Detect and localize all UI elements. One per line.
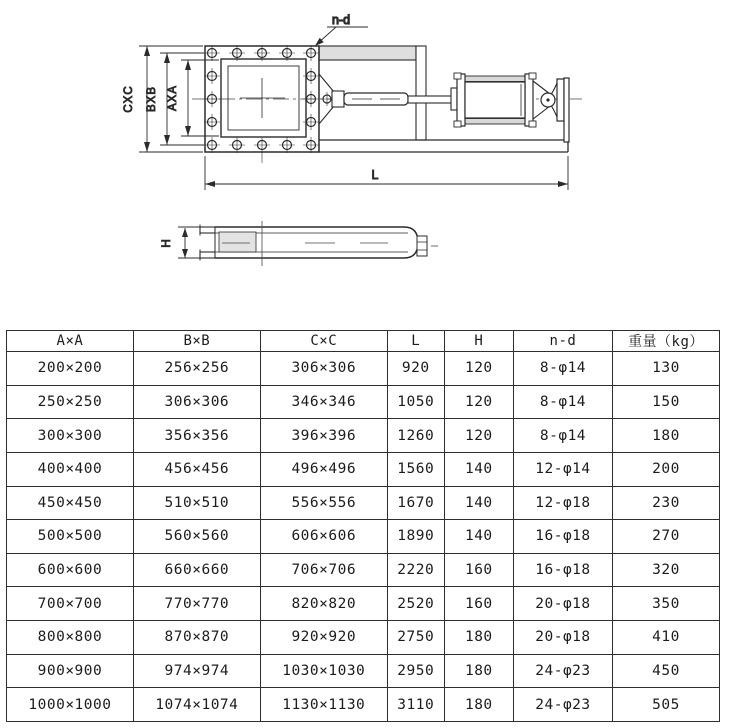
- column-header-axa: A×A: [7, 331, 134, 352]
- table-cell: 8-φ14: [513, 352, 612, 386]
- table-cell: 3110: [387, 688, 444, 722]
- stud-top: [200, 227, 215, 233]
- table-cell: 120: [444, 385, 513, 419]
- front-view: [123, 13, 582, 190]
- l-label: L: [371, 168, 379, 182]
- h-label: H: [161, 238, 173, 248]
- table-cell: 160: [444, 587, 513, 621]
- table-cell: 12-φ18: [513, 486, 612, 520]
- table-cell: 2750: [387, 621, 444, 655]
- side-view: [161, 221, 438, 266]
- table-cell: 560×560: [133, 520, 260, 554]
- table-cell: 2950: [387, 654, 444, 688]
- table-cell: 920×920: [260, 621, 387, 655]
- table-cell: 1000×1000: [7, 688, 134, 722]
- table-cell: 20-φ18: [513, 587, 612, 621]
- table-cell: 24-φ23: [513, 688, 612, 722]
- column-header-bxb: B×B: [133, 331, 260, 352]
- axa-label: AXA: [167, 84, 179, 112]
- table-cell: 820×820: [260, 587, 387, 621]
- table-cell: 505: [613, 688, 720, 722]
- table-cell: 700×700: [7, 587, 134, 621]
- table-cell: 180: [444, 621, 513, 655]
- table-cell: 1560: [387, 452, 444, 486]
- table-row: [7, 486, 720, 520]
- table-cell: 496×496: [260, 452, 387, 486]
- table-cell: 450: [613, 654, 720, 688]
- column-header-weight: 重量（kg）: [613, 331, 720, 352]
- table-cell: 600×600: [7, 553, 134, 587]
- table-row: [7, 419, 720, 453]
- table-cell: 800×800: [7, 621, 134, 655]
- column-header-cxc: C×C: [260, 331, 387, 352]
- table-cell: 300×300: [7, 419, 134, 453]
- table-cell: 456×456: [133, 452, 260, 486]
- table-cell: 160: [444, 553, 513, 587]
- table-cell: 356×356: [133, 419, 260, 453]
- table-cell: 556×556: [260, 486, 387, 520]
- table-cell: 8-φ14: [513, 385, 612, 419]
- table-cell: 8-φ14: [513, 419, 612, 453]
- cxc-label: CXC: [123, 85, 135, 113]
- column-header-l: L: [387, 331, 444, 352]
- table-cell: 180: [444, 688, 513, 722]
- spec-table: [6, 330, 720, 722]
- spec-table-body: [7, 352, 720, 722]
- table-row: [7, 621, 720, 655]
- actuator-cylinder: [451, 73, 569, 142]
- table-cell: 150: [613, 385, 720, 419]
- table-row: [7, 688, 720, 722]
- table-cell: 140: [444, 452, 513, 486]
- table-cell: 230: [613, 486, 720, 520]
- table-cell: 606×606: [260, 520, 387, 554]
- table-cell: 130: [613, 352, 720, 386]
- table-cell: 140: [444, 520, 513, 554]
- gate-rod: [319, 74, 455, 124]
- table-cell: 974×974: [133, 654, 260, 688]
- table-cell: 120: [444, 419, 513, 453]
- table-cell: 900×900: [7, 654, 134, 688]
- stud-bottom: [200, 252, 215, 258]
- table-cell: 920: [387, 352, 444, 386]
- table-cell: 350: [613, 587, 720, 621]
- table-cell: 12-φ14: [513, 452, 612, 486]
- spec-table-head: [7, 331, 720, 352]
- table-row: [7, 385, 720, 419]
- table-cell: 1260: [387, 419, 444, 453]
- table-cell: 140: [444, 486, 513, 520]
- table-cell: 510×510: [133, 486, 260, 520]
- table-cell: 870×870: [133, 621, 260, 655]
- table-cell: 306×306: [133, 385, 260, 419]
- table-row: [7, 452, 720, 486]
- table-cell: 1050: [387, 385, 444, 419]
- column-header-h: H: [444, 331, 513, 352]
- dimension-n-d: [315, 13, 368, 46]
- column-header-nd: n-d: [513, 331, 612, 352]
- table-cell: 706×706: [260, 553, 387, 587]
- center-cross: [240, 78, 285, 118]
- table-cell: 2520: [387, 587, 444, 621]
- table-row: [7, 553, 720, 587]
- table-cell: 16-φ18: [513, 553, 612, 587]
- table-cell: 410: [613, 621, 720, 655]
- end-nut: [417, 236, 438, 256]
- table-cell: 200×200: [7, 352, 134, 386]
- table-cell: 346×346: [260, 385, 387, 419]
- side-flange-block: [219, 232, 256, 252]
- technical-drawing: [0, 0, 741, 322]
- header-row: [7, 331, 720, 352]
- dimension-h: [161, 227, 200, 258]
- table-row: [7, 520, 720, 554]
- table-cell: 180: [444, 654, 513, 688]
- table-cell: 770×770: [133, 587, 260, 621]
- table-cell: 256×256: [133, 352, 260, 386]
- table-cell: 306×306: [260, 352, 387, 386]
- table-cell: 24-φ23: [513, 654, 612, 688]
- table-cell: 450×450: [7, 486, 134, 520]
- table-cell: 250×250: [7, 385, 134, 419]
- table-row: [7, 654, 720, 688]
- table-cell: 396×396: [260, 419, 387, 453]
- n-d-label: n-d: [331, 13, 351, 27]
- table-cell: 1890: [387, 520, 444, 554]
- bxb-label: BXB: [146, 85, 158, 113]
- table-cell: 660×660: [133, 553, 260, 587]
- table-row: [7, 352, 720, 386]
- table-cell: 180: [613, 419, 720, 453]
- dimension-l: [205, 156, 568, 190]
- table-cell: 16-φ18: [513, 520, 612, 554]
- table-cell: 1670: [387, 486, 444, 520]
- table-cell: 270: [613, 520, 720, 554]
- table-row: [7, 587, 720, 621]
- table-cell: 1130×1130: [260, 688, 387, 722]
- table-cell: 400×400: [7, 452, 134, 486]
- table-cell: 120: [444, 352, 513, 386]
- table-cell: 500×500: [7, 520, 134, 554]
- table-cell: 320: [613, 553, 720, 587]
- table-cell: 1074×1074: [133, 688, 260, 722]
- table-cell: 20-φ18: [513, 621, 612, 655]
- table-cell: 200: [613, 452, 720, 486]
- table-cell: 1030×1030: [260, 654, 387, 688]
- table-cell: 2220: [387, 553, 444, 587]
